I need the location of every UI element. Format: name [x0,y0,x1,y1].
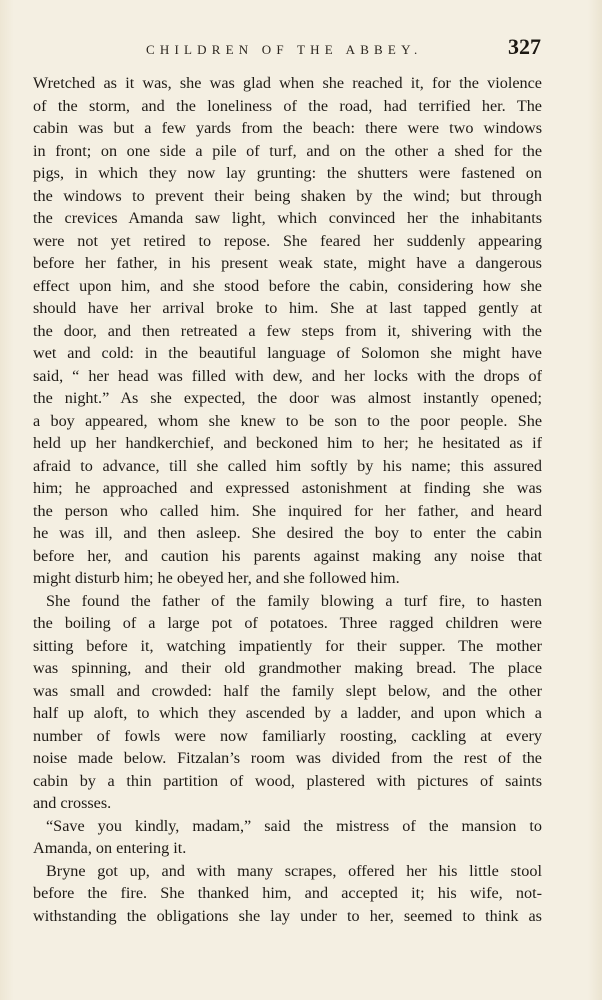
text-line: was small and crowded: half the family slept below, and the other [33,681,542,700]
running-title: CHILDREN OF THE ABBEY. [146,42,423,57]
text-line: the boiling of a large pot of potatoes. Three ragged children were [33,614,542,632]
text-line: of the storm, and the loneliness of the road, had terrified her. The [33,96,542,115]
text-line: noise made below. Fitzalan’s room was divided from the rest of the [33,749,542,767]
text-line: and crosses. [33,794,112,812]
paragraph [33,590,542,815]
text-line: cabin was but a few yards from the beach: there were two windows [33,119,542,137]
text-line: said, “ her head was filled with dew, and her locks with the drops of [33,366,542,385]
text-line: withstanding the obligations she lay under to her, seemed to think as [33,906,542,925]
text-line: afraid to advance, till she called him softly by his name; this assured [33,456,542,475]
text-line: the windows to prevent their being shaken by the wind; but through [33,186,542,205]
page-number: 327 [508,34,541,59]
paragraph [33,72,542,590]
text-line: half up aloft, to which they ascended by a ladder, and upon which a [33,704,542,722]
paragraph [33,860,542,928]
text-line: number of fowls were now familiarly roosting, cackling at every [33,726,542,745]
body-text [33,72,542,927]
text-line: before the fire. She thanked him, and accepted it; his wife, not- [33,884,542,902]
text-line: should have her arrival broke to him. She at last tapped gently at [33,299,542,317]
text-line: “Save you kindly, madam,” said the mistress of the mansion to [46,816,542,835]
text-line: the door, and then retreated a few steps from it, shivering with the [33,321,542,340]
text-line: the night.” As she expected, the door was almost instantly opened; [33,389,542,407]
text-line: he was ill, and then asleep. She desired the boy to enter the cabin [33,524,542,542]
text-line: was spinning, and their old grandmother making bread. The place [33,659,542,677]
text-line: were not yet retired to repose. She feared her suddenly appearing [33,231,542,250]
text-line: Bryne got up, and with many scrapes, offered her his little stool [46,861,542,880]
text-line: before her, and caution his parents against making any noise that [33,546,542,565]
text-line: wet and cold: in the beautiful language of Solomon she might have [33,344,542,362]
text-line: Amanda, on entering it. [33,839,187,857]
text-line: sitting before it, watching impatiently for their supper. The mother [33,636,542,655]
text-line: him; he approached and expressed astonishment at finding she was [33,479,542,497]
text-line: effect upon him, and she stood before the cabin, considering how she [33,276,542,295]
text-line: Wretched as it was, she was glad when she reached it, for the violence [33,74,542,92]
text-line: the crevices Amanda saw light, which convinced her the inhabitants [33,209,542,227]
text-line: pigs, in which they now lay grunting: the shutters were fastened on [33,164,542,182]
text-line: in front; on one side a pile of turf, and on the other a shed for the [33,141,542,160]
text-line: held up her handkerchief, and beckoned him to her; he hesitated as if [33,434,542,452]
paragraph [33,815,542,860]
text-line: might disturb him; he obeyed her, and she followed him. [33,569,400,587]
text-line: She found the father of the family blowing a turf fire, to hasten [46,591,542,610]
text-line: the person who called him. She inquired for her father, and heard [33,501,542,520]
text-line: before her father, in his present weak state, might have a dangerous [33,254,542,272]
running-head [0,34,602,60]
text-line: a boy appeared, whom she knew to be son to the poor people. She [33,411,542,430]
text-line: cabin by a thin partition of wood, plastered with pictures of saints [33,771,542,790]
